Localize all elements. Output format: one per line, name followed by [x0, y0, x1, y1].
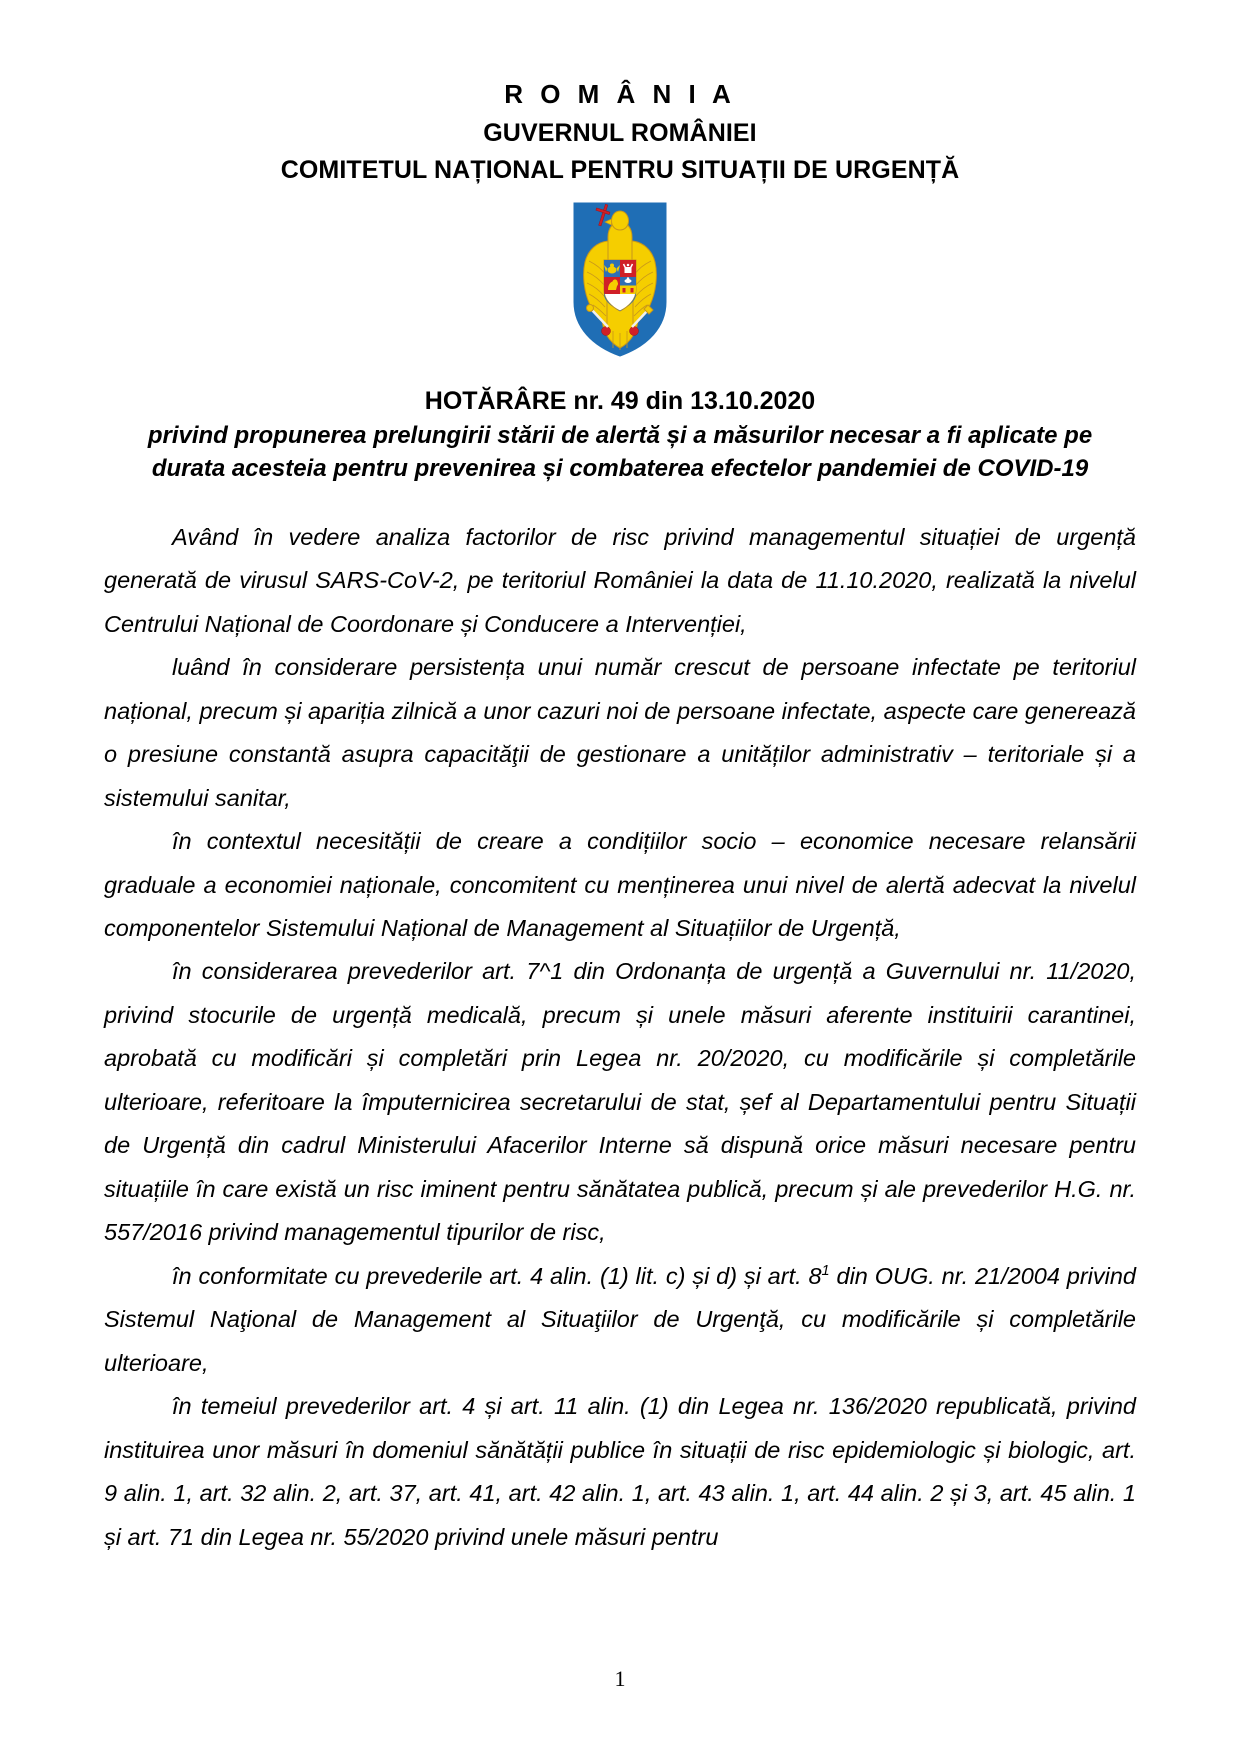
document-header	[104, 78, 1136, 187]
subtitle-line-1: privind propunerea prelungirii stării de alertă și a măsurilor necesar a fi aplicate pe	[147, 422, 1093, 450]
paragraph-3: în contextul necesității de creare a condițiilor socio – economice necesare relansării graduale a economiei naționale, concomitent cu menținerea unui nivel de alertă adecvat la nivelul componentelor Sistemului Național de Management al Situațiilor de Urgență,	[104, 828, 1136, 942]
document-subtitle	[104, 420, 1136, 486]
paragraph-6: în temeiul prevederilor art. 4 și art. 11 alin. (1) din Legea nr. 136/2020 republicată, privind instituirea unor măsuri în domeniul sănătății publice în situații de risc epidemiologic și biologic, art. 9 alin. 1, art. 32 alin. 2, art. 37, art. 41, art. 42 alin. 1, art. 43 alin. 1, art. 44 alin. 2 și 3, art. 45 alin. 1 și art. 71 din Legea nr. 55/2020 privind unele măsuri pentru	[104, 1393, 1136, 1550]
paragraph-1: Având în vedere analiza factorilor de risc privind managementul situației de urgență generată de virusul SARS-CoV-2, pe teritoriul României la data de 11.10.2020, realizată la nivelul Centrului Național de Coordonare și Conducere a Intervenției,	[104, 523, 1136, 637]
page-number: 1	[614, 1666, 626, 1691]
emblem-container	[104, 202, 1136, 357]
paragraph-5-text-after: din OUG. nr. 21/2004 privind Sistemul Naţional de Management al Situaţiilor de Urgenţă, cu modificările și completările ulterioare,	[104, 1262, 1136, 1376]
header-country-line: R O M Â N I A	[504, 79, 736, 109]
subtitle-line-2: durata acesteia pentru prevenirea și combaterea efectelor pandemiei de COVID-19	[151, 454, 1089, 482]
header-government-line: GUVERNUL ROMÂNIEI	[483, 118, 757, 147]
header-committee-line: COMITETUL NAȚIONAL PENTRU SITUAȚII DE URGENȚĂ	[280, 156, 960, 185]
title-block	[104, 385, 1136, 486]
paragraph-5-superscript: 1	[821, 1262, 830, 1279]
paragraph-2: luând în considerare persistența unui număr crescut de persoane infectate pe teritoriul național, precum și apariția zilnică a unor cazuri noi de persoane infectate, aspecte care generează o presiune constantă asupra capacităţii de gestionare a unităților administrativ – teritoriale și a sistemului sanitar,	[104, 654, 1136, 811]
romanian-coat-of-arms-icon	[573, 202, 667, 357]
paragraph-5-text-before: în conformitate cu prevederile art. 4 alin. (1) lit. c) și d) și art. 8	[172, 1262, 822, 1289]
paragraph-5	[104, 1255, 1136, 1385]
paragraph-4: în considerarea prevederilor art. 7^1 din Ordonanța de urgență a Guvernului nr. 11/2020, privind stocurile de urgență medicală, precum și unele măsuri aferente instituirii carantinei, aprobată cu modificări și completări prin Legea nr. 20/2020, cu modificările și completările ulterioare, referitoare la împuternicirea secretarului de stat, șef al Departamentului pentru Situații de Urgență din cadrul Ministerului Afacerilor Interne să dispună orice măsuri necesare pentru situațiile în care există un risc iminent pentru sănătatea publică, precum și ale prevederilor H.G. nr. 557/2016 privind managementul tipurilor de risc,	[104, 958, 1136, 1246]
document-title: HOTĂRÂRE nr. 49 din 13.10.2020	[424, 386, 816, 415]
document-body	[104, 516, 1136, 1559]
